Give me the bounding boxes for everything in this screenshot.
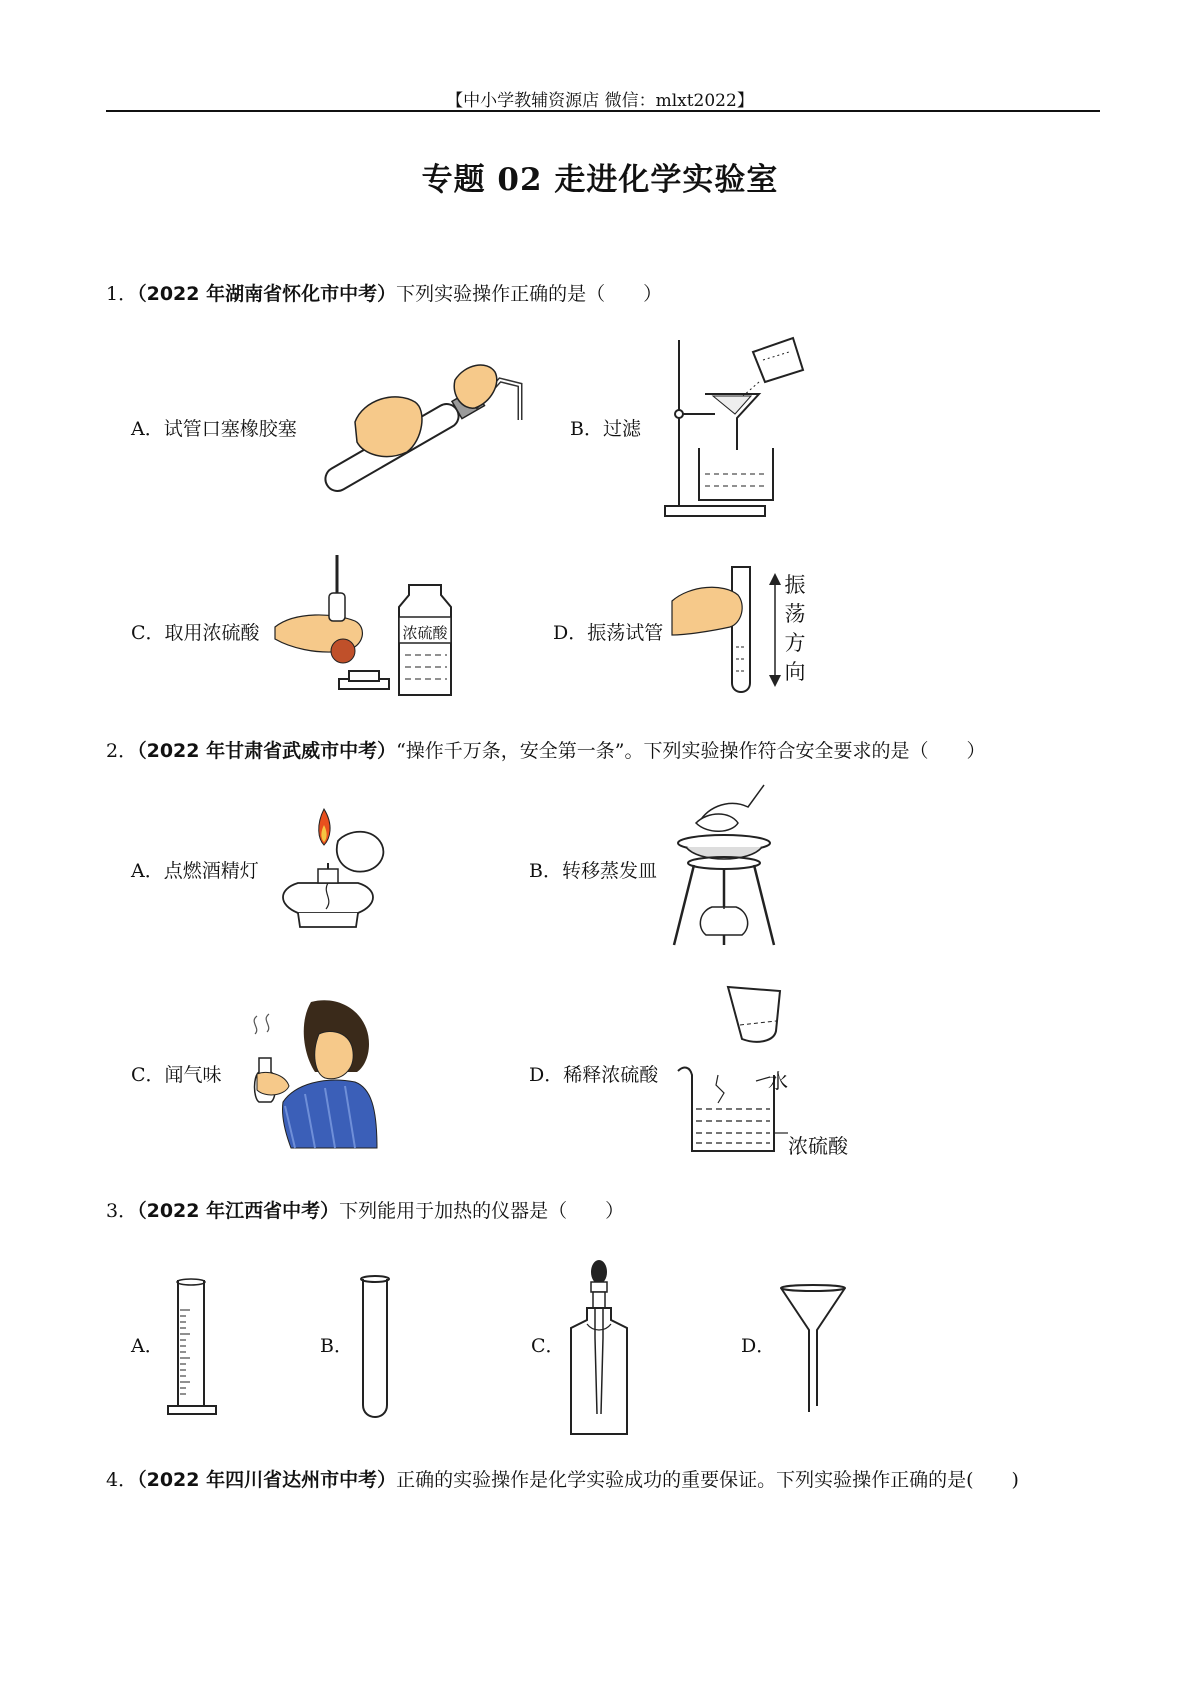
q1-option-a[interactable]: A．试管口塞橡胶塞: [131, 418, 297, 440]
q2-option-b[interactable]: B．转移蒸发皿: [529, 860, 657, 882]
question-3-stem: 下列能用于加热的仪器是（ ）: [339, 1200, 625, 1222]
question-4-source: （2022 年四川省达州市中考）: [137, 1469, 397, 1491]
q2-lighting-alcohol-lamp-illustration: [278, 805, 398, 940]
q3-test-tube-illustration: [358, 1275, 392, 1423]
q2-option-d[interactable]: D．稀释浓硫酸: [529, 1064, 659, 1086]
question-1-stem: 下列实验操作正确的是（ ）: [396, 283, 663, 305]
q1-option-b[interactable]: B．过滤: [570, 418, 641, 440]
page-title: 专题 02 走进化学实验室: [421, 162, 779, 198]
q3-option-d[interactable]: D．: [741, 1335, 776, 1357]
page-header: 【中小学教辅资源店 微信：mlxt2022】: [446, 91, 754, 111]
q3-graduated-cylinder-illustration: [168, 1280, 218, 1420]
q3-option-c[interactable]: C．: [531, 1335, 565, 1357]
q1-option-c[interactable]: C．取用浓硫酸: [131, 622, 260, 644]
question-1: 1．（2022 年湖南省怀化市中考）下列实验操作正确的是（ ）: [106, 283, 663, 305]
q1-bottle-label: 浓硫酸: [402, 624, 448, 642]
q2-evaporating-dish-illustration: [668, 785, 778, 955]
q3-dropper-bottle-illustration: [565, 1258, 635, 1438]
question-1-source: （2022 年湖南省怀化市中考）: [137, 283, 397, 305]
question-2-source: （2022 年甘肃省武威市中考）: [137, 740, 397, 762]
question-3: 3．（2022 年江西省中考）下列能用于加热的仪器是（ ）: [106, 1200, 625, 1222]
q2-option-a[interactable]: A．点燃酒精灯: [131, 860, 259, 882]
header-rule: [106, 110, 1100, 112]
question-4-stem: 正确的实验操作是化学实验成功的重要保证。下列实验操作正确的是( ): [396, 1469, 1019, 1491]
question-2: 2．（2022 年甘肃省武威市中考）“操作千万条，安全第一条”。下列实验操作符合安全要求的是（ ）: [106, 740, 986, 762]
q3-option-b[interactable]: B．: [320, 1335, 353, 1357]
q1-filtration-illustration: [665, 330, 815, 520]
question-3-source: （2022 年江西省中考）: [137, 1200, 340, 1222]
q2-option-c[interactable]: C．闻气味: [131, 1064, 222, 1086]
q1-option-d[interactable]: D．振荡试管: [553, 622, 664, 644]
question-2-stem: “操作千万条，安全第一条”。下列实验操作符合安全要求的是（ ）: [396, 740, 986, 762]
q1-stopper-insertion-illustration: [315, 350, 530, 490]
q2-acid-label: 浓硫酸: [788, 1134, 848, 1158]
q2-smelling-gas-illustration: [245, 998, 380, 1148]
q3-option-a[interactable]: A．: [131, 1335, 164, 1357]
q1-shaking-test-tube-illustration: [672, 565, 792, 700]
question-4: 4．（2022 年四川省达州市中考）正确的实验操作是化学实验成功的重要保证。下列实验操作正确的是( ): [106, 1469, 1019, 1491]
q3-funnel-illustration: [778, 1284, 848, 1414]
q1-shake-direction: 振 荡 方 向: [784, 573, 806, 684]
q2-water-label: 水: [768, 1069, 788, 1093]
